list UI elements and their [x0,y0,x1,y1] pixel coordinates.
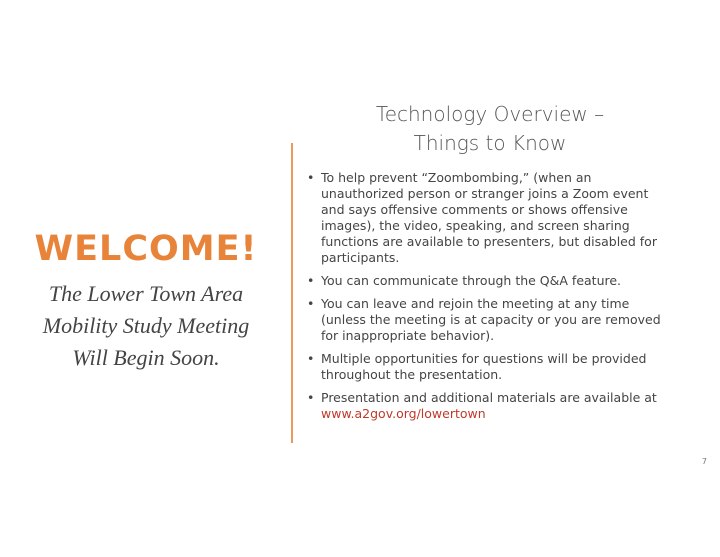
bullet-item [307,390,669,422]
bullet-item [307,170,669,266]
lowertown-link[interactable]: www.a2gov.org/lowertown [321,406,486,421]
page-number: 7 [701,457,707,466]
meeting-subtitle [16,278,276,374]
bullet-item [307,296,669,344]
bullet-item [307,351,669,383]
bullet-text: Multiple opportunities for questions will be provided throughout the presentation. [321,351,647,382]
bullet-marker: • [307,351,315,366]
vertical-divider [291,143,293,443]
title-line: Things to Know [413,131,567,155]
title-line: Technology Overview – [375,102,605,126]
welcome-panel [0,222,292,374]
slide-title [320,100,660,158]
bullet-marker: • [307,296,315,311]
subtitle-line: The Lower Town Area [48,281,244,306]
bullet-list [307,170,669,429]
subtitle-line: Will Begin Soon. [72,345,220,370]
bullet-text: You can communicate through the Q&A feature. [321,273,622,288]
welcome-heading: WELCOME! [34,229,258,269]
bullet-text: To help prevent “Zoombombing,” (when an unauthorized person or stranger joins a Zoom event and says offensive comments or shows offensive images), the video, speaking, and screen sharing functions are available to presenters, but disabled for participants. [321,170,657,265]
subtitle-line: Mobility Study Meeting [42,313,250,338]
bullet-marker: • [307,390,315,405]
bullet-marker: • [307,170,315,185]
bullet-text: Presentation and additional materials are available at [321,390,657,405]
bullet-text: You can leave and rejoin the meeting at any time (unless the meeting is at capacity or you are removed for inappropriate behavior). [321,296,661,343]
bullet-item [307,273,669,289]
bullet-marker: • [307,273,315,288]
